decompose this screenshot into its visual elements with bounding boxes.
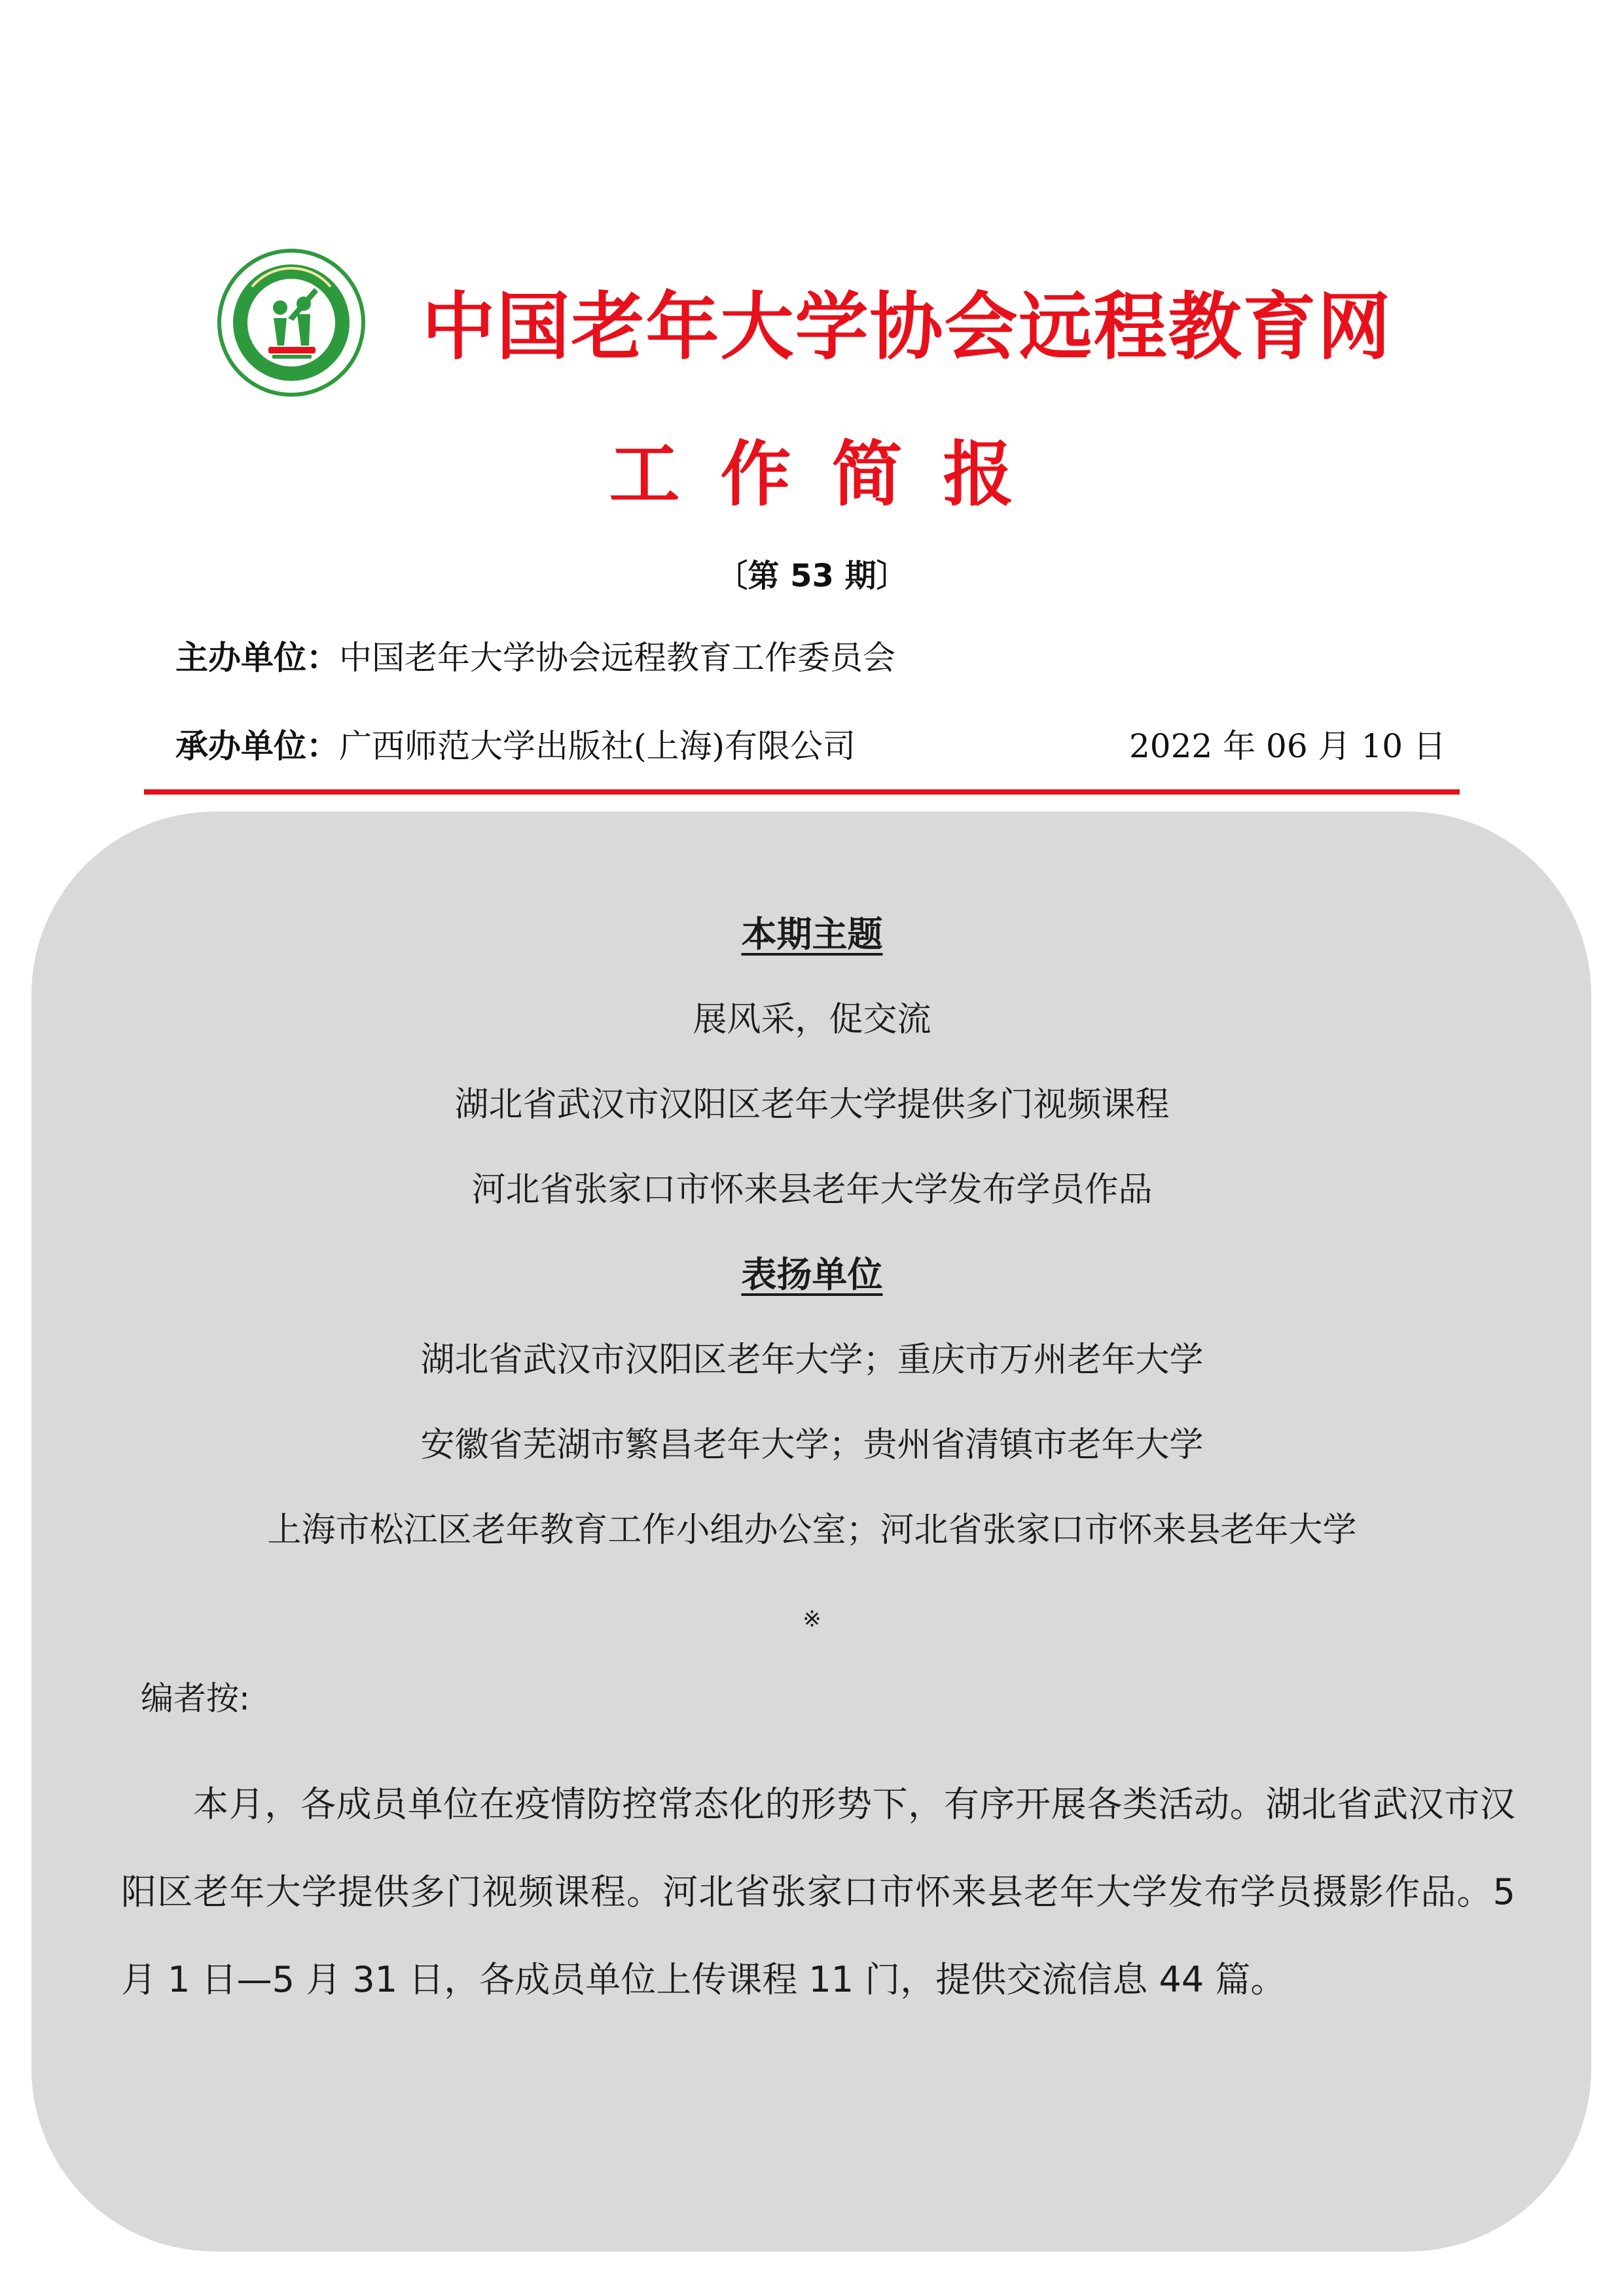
bulletin-title: 工作简报 [609, 433, 1055, 516]
host-label: 主办单位： [175, 638, 339, 677]
topic-heading: 本期主题 [741, 914, 883, 955]
issue-date: 2022 年 06 月 10 日 [1129, 727, 1446, 765]
undertaker-label: 承办单位： [175, 726, 339, 765]
host-value: 中国老年大学协会远程教育工作委员会 [339, 639, 895, 677]
host-organization [175, 632, 895, 684]
commended-item: 湖北省武汉市汉阳区老年大学；重庆市万州老年大学 [420, 1340, 1204, 1380]
topic-item: 展风采，促交流 [693, 1000, 931, 1039]
editor-note-body: 本月，各成员单位在疫情防控常态化的形势下，有序开展各类活动。湖北省武汉市汉阳区老年大学提供多门视频课程。河北省张家口市怀来县老年大学发布学员摄影作品。5 月 1 日—5 月 31 日，各成员单位上传课程 11 门，提供交流信息 44 篇。 [121, 1784, 1515, 2000]
commended-item: 上海市松江区老年教育工作小组办公室；河北省张家口市怀来县老年大学 [267, 1511, 1357, 1550]
publication-title: 中国老年大学协会远程教育网 [422, 284, 1392, 370]
commend-heading: 表扬单位 [741, 1254, 883, 1295]
header-divider [144, 789, 1460, 795]
editor-note-label: 编者按: [141, 1679, 250, 1717]
topic-item: 湖北省武汉市汉阳区老年大学提供多门视频课程 [454, 1085, 1170, 1124]
commended-item: 安徽省芜湖市繁昌老年大学；贵州省清镇市老年大学 [420, 1426, 1204, 1465]
separator-mark: ※ [803, 1606, 821, 1632]
issue-number: 〔第 53 期〕 [716, 558, 908, 594]
undertaker-value: 广西师范大学出版社(上海)有限公司 [339, 727, 856, 765]
topic-item: 河北省张家口市怀来县老年大学发布学员作品 [471, 1170, 1153, 1210]
undertaker-organization [175, 720, 856, 772]
